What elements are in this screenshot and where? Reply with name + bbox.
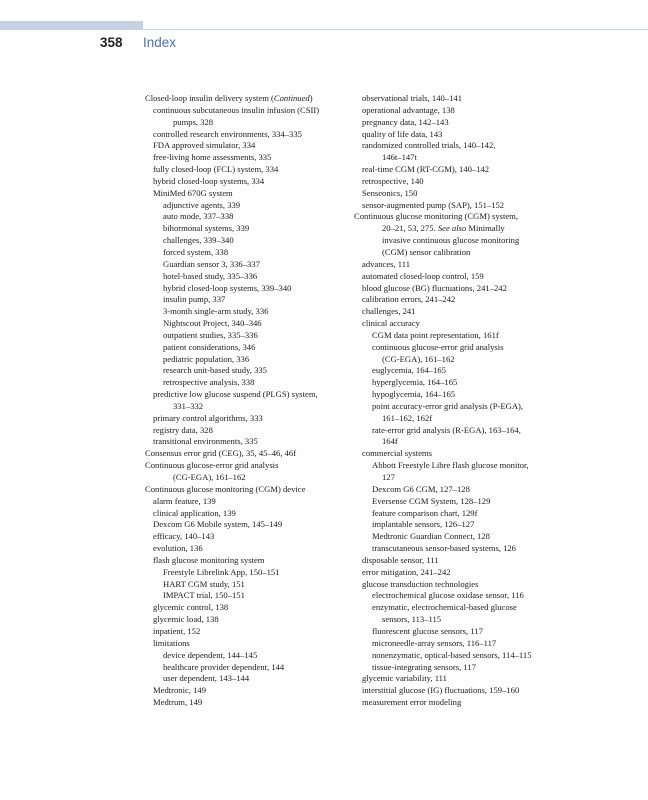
index-entry: fully closed-loop (FCL) system, 334 <box>153 164 279 175</box>
index-entry: Guardian sensor 3, 336–337 <box>163 258 260 269</box>
index-entry-continuation: (CGM) sensor calibration <box>382 246 471 257</box>
index-entry-continuation: 146t–147t <box>382 152 417 163</box>
index-column-right <box>354 93 554 709</box>
index-entry: calibration errors, 241–242 <box>362 294 456 305</box>
index-entry: Continuous glucose-error grid analysis <box>145 460 279 471</box>
index-entry: operational advantage, 138 <box>362 104 455 115</box>
index-entry-continuation: pumps, 328 <box>173 116 214 127</box>
index-entry: hybrid closed-loop systems, 339–340 <box>163 282 292 293</box>
index-entry: Nightscout Project, 340–346 <box>163 318 262 329</box>
index-entry: blood glucose (BG) fluctuations, 241–242 <box>362 282 507 293</box>
index-entry: evolution, 136 <box>153 543 203 554</box>
index-entry: auto mode, 337–338 <box>163 211 234 222</box>
index-entry: challenges, 339–340 <box>163 235 234 246</box>
index-entry: Continuous glucose monitoring (CGM) device <box>145 483 306 494</box>
index-entry: nonenzymatic, optical-based sensors, 114–115 <box>372 649 532 660</box>
index-entry: Abbott Freestyle Libre flash glucose monitor, <box>372 460 529 471</box>
index-entry: adjunctive agents, 339 <box>163 199 241 210</box>
index-entry: commercial systems <box>362 448 432 459</box>
index-entry-continuation: 20–21, 53, 275. See also Minimally <box>382 223 505 234</box>
index-entry: error mitigation, 241–242 <box>362 566 451 577</box>
index-entry: hyperglycemia, 164–165 <box>372 377 458 388</box>
index-entry: pregnancy data, 142–143 <box>362 116 449 127</box>
index-entry: controlled research environments, 334–335 <box>153 128 302 139</box>
index-entry: point accuracy-error grid analysis (P-EGA), <box>372 400 524 411</box>
index-entry: challenges, 241 <box>362 306 416 317</box>
index-entry: HART CGM study, 151 <box>163 578 245 589</box>
index-entry: Consensus error grid (CEG), 35, 45–46, 46f <box>145 448 297 459</box>
index-entry-continuation: sensors, 113–115 <box>382 614 442 625</box>
index-entry: inpatient, 152 <box>153 625 201 636</box>
running-head: Index <box>143 35 177 50</box>
index-entry: IMPACT trial, 150–151 <box>163 590 245 601</box>
header-rule <box>143 29 648 30</box>
page-number: 358 <box>100 35 123 50</box>
index-entry: disposable sensor, 111 <box>362 554 439 565</box>
index-entry-continuation: 164f <box>382 436 398 447</box>
index-entry: glycemic variability, 111 <box>362 673 447 684</box>
index-entry: electrochemical glucose oxidase sensor, 116 <box>372 590 524 601</box>
index-entry: hybrid closed-loop systems, 334 <box>153 175 265 186</box>
index-entry: hotel-based study, 335–336 <box>163 270 258 281</box>
index-entry: microneedle-array sensors, 116–117 <box>372 637 497 648</box>
index-entry: Medtronic Guardian Connect, 128 <box>372 531 490 542</box>
index-entry-continuation: (CG-EGA), 161–162 <box>173 472 246 482</box>
index-entry: Freestyle Librelink App, 150–151 <box>163 566 280 577</box>
index-entry: CGM data point representation, 161f <box>372 329 499 340</box>
index-entry: primary control algorithms, 333 <box>153 412 263 423</box>
index-entry: retrospective analysis, 338 <box>163 377 255 388</box>
index-entry: device dependent, 144–145 <box>163 649 258 660</box>
index-entry: tissue-integrating sensors, 117 <box>372 661 476 672</box>
index-entry: continuous subcutaneous insulin infusion (CSII) <box>153 104 320 115</box>
index-entry: pediatric population, 336 <box>163 353 250 364</box>
index-entry: automated closed-loop control, 159 <box>362 270 484 281</box>
index-entry: predictive low glucose suspend (PLGS) system, <box>153 389 318 400</box>
index-entry: 3-month single-arm study, 336 <box>163 306 269 317</box>
index-entry: continuous glucose-error grid analysis <box>372 341 504 352</box>
index-entry: rate-error grid analysis (R-EGA), 163–164, <box>372 424 521 435</box>
index-entry: transitional environments, 335 <box>153 436 258 447</box>
index-entry: retrospective, 140 <box>362 175 424 186</box>
index-entry: real-time CGM (RT-CGM), 140–142 <box>362 164 490 175</box>
header-accent-bar <box>0 21 143 30</box>
index-entry: quality of life data, 143 <box>362 128 443 139</box>
index-entry: Continuous glucose monitoring (CGM) system, <box>354 211 518 222</box>
index-entry: glucose transduction technologies <box>362 578 479 589</box>
index-entry: glycemic load, 138 <box>153 614 219 625</box>
index-entry: healthcare provider dependent, 144 <box>163 661 285 672</box>
index-entry: bihormonal systems, 339 <box>163 223 250 234</box>
index-entry: forced system, 338 <box>163 246 229 257</box>
index-entry: sensor-augmented pump (SAP), 151–152 <box>362 199 505 210</box>
index-entry: Medtrum, 149 <box>153 697 203 708</box>
index-entry: randomized controlled trials, 140–142, <box>362 140 496 151</box>
index-entry: clinical application, 139 <box>153 507 236 518</box>
index-entry: measurement error modeling <box>362 697 462 708</box>
index-entry: clinical accuracy <box>362 318 420 329</box>
index-entry-continuation: invasive continuous glucose monitoring <box>382 235 520 246</box>
index-entry: outpatient studies, 335–336 <box>163 329 258 340</box>
index-entry: registry data, 328 <box>153 424 213 435</box>
index-entry: FDA approved simulator, 334 <box>153 140 256 151</box>
index-entry: transcutaneous sensor-based systems, 126 <box>372 543 516 554</box>
index-entry: flash glucose monitoring system <box>153 554 265 565</box>
index-entry: insulin pump, 337 <box>163 294 226 305</box>
index-entry: user dependent, 143–144 <box>163 673 250 684</box>
index-entry-continuation: 161–162, 162f <box>382 412 433 423</box>
index-entry-continuation: 331–332 <box>173 400 204 411</box>
index-entry: free-living home assessments, 335 <box>153 152 272 163</box>
index-entry: Dexcom G6 CGM, 127–128 <box>372 483 470 494</box>
index-entry: Medtronic, 149 <box>153 685 206 696</box>
index-entry: hypoglycemia, 164–165 <box>372 389 456 400</box>
index-entry: euglycemia, 164–165 <box>372 365 446 376</box>
index-entry: fluorescent glucose sensors, 117 <box>372 625 483 636</box>
index-column-left <box>145 93 355 709</box>
index-entry: alarm feature, 139 <box>153 495 216 506</box>
index-entry: MiniMed 670G system <box>153 187 233 198</box>
index-entry: Eversense CGM System, 128–129 <box>372 495 491 506</box>
index-entry-continuation: 127 <box>382 472 395 482</box>
index-entry: limitations <box>153 637 190 648</box>
index-entry: Senseonics, 150 <box>362 187 418 198</box>
index-entry: enzymatic, electrochemical-based glucose <box>372 602 517 613</box>
index-entry: research unit-based study, 335 <box>163 365 267 376</box>
index-entry: glycemic control, 138 <box>153 602 229 613</box>
index-entry: interstitial glucose (IG) fluctuations, 159–160 <box>362 685 520 696</box>
index-entry: implantable sensors, 126–127 <box>372 519 475 530</box>
index-entry: Closed-loop insulin delivery system (Continued) <box>145 93 313 103</box>
index-entry: Dexcom G6 Mobile system, 145–149 <box>153 519 283 530</box>
index-entry: efficacy, 140–143 <box>153 531 215 542</box>
index-entry: patient considerations, 346 <box>163 341 256 352</box>
index-entry: feature comparison chart, 129f <box>372 507 478 518</box>
index-entry: advances, 111 <box>362 258 411 269</box>
index-entry-continuation: (CG-EGA), 161–162 <box>382 353 455 364</box>
index-entry: observational trials, 140–141 <box>362 93 463 103</box>
